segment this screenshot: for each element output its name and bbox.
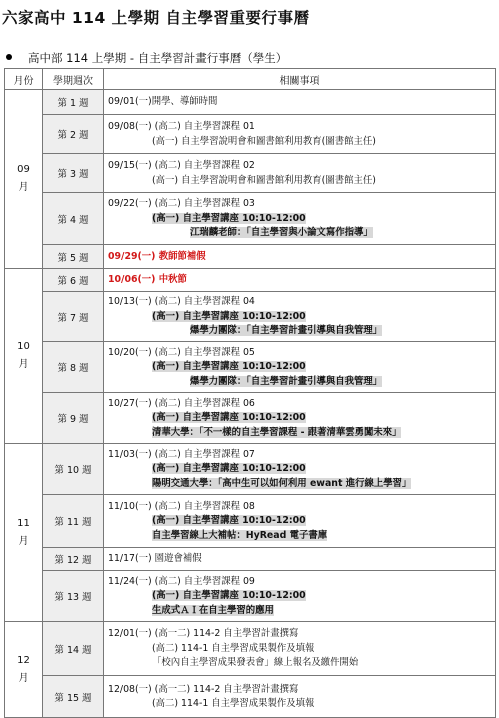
week-cell: 第 4 週: [43, 193, 104, 245]
table-row: [5, 342, 496, 393]
event-line: (高二) 114-1 自主學習成果製作及填報: [152, 698, 315, 709]
highlighted-text: (高一) 自主學習講座 10:10-12:00: [152, 412, 306, 424]
week-cell: 第 9 週: [43, 393, 104, 444]
week-cell: 第 7 週: [43, 292, 104, 342]
event-cell: [104, 193, 496, 245]
holiday-line: 10/06(一) 中秋節: [108, 274, 187, 286]
event-cell: [104, 292, 496, 342]
week-cell: 第 10 週: [43, 444, 104, 495]
highlighted-text: 自主學習線上大補帖：HyRead 電子書庫: [152, 529, 328, 541]
event-line: 09/22(一) (高二) 自主學習課程 03: [108, 198, 255, 210]
event-cell: [104, 444, 496, 495]
table-row: [5, 444, 496, 495]
highlighted-text: 爆學力團隊：「自主學習計畫引導與自我管理」: [190, 325, 383, 337]
header-month: 月份: [5, 69, 43, 90]
table-row: [5, 571, 496, 622]
month-label: 11 月: [17, 517, 30, 547]
highlighted-text: (高一) 自主學習講座 10:10-12:00: [152, 361, 306, 373]
highlighted-text: 爆學力團隊：「自主學習計畫引導與自我管理」: [190, 375, 383, 387]
event-line: [108, 514, 491, 529]
highlighted-text: (高一) 自主學習講座 10:10-12:00: [152, 310, 306, 322]
week-cell: 第 6 週: [43, 269, 104, 292]
event-cell: [104, 622, 496, 676]
week-cell: 第 3 週: [43, 154, 104, 193]
table-row: [5, 548, 496, 571]
highlighted-text: (高一) 自主學習講座 10:10-12:00: [152, 463, 306, 475]
event-line: [108, 375, 491, 390]
section-heading-text: 高中部 114 上學期 - 自主學習計畫行事曆（學生）: [28, 51, 288, 65]
event-line: 11/24(一) (高二) 自主學習課程 09: [108, 575, 255, 587]
month-cell-oct: [5, 269, 43, 444]
event-line: 10/13(一) (高二) 自主學習課程 04: [108, 296, 255, 308]
highlighted-text: 清華大學：「不一樣的自主學習課程 - 跟著清華雲勇闖未來」: [152, 426, 402, 438]
event-cell: [104, 245, 496, 269]
event-line: 10/20(一) (高二) 自主學習課程 05: [108, 346, 255, 358]
event-line: [108, 324, 491, 339]
highlighted-text: (高一) 自主學習講座 10:10-12:00: [152, 590, 306, 602]
month-cell-sep: [5, 90, 43, 269]
table-row: [5, 495, 496, 548]
holiday-line: 09/29(一) 教師節補假: [108, 250, 206, 262]
event-line: 09/01(一)開學、導師時間: [108, 96, 218, 108]
event-line: (高一) 自主學習說明會和圖書館利用教育(圖書館主任): [152, 135, 376, 147]
header-week: 學期週次: [43, 69, 104, 90]
event-line: (高二) 114-1 自主學習成果製作及填報: [152, 642, 315, 654]
week-cell: 第 1 週: [43, 90, 104, 115]
table-row: [5, 154, 496, 193]
month-label: 12 月: [17, 654, 30, 684]
event-line: 「校內自主學習成果發表會」線上報名及繳件開始: [152, 657, 359, 669]
table-row: [5, 115, 496, 154]
month-label: 09 月: [17, 164, 30, 193]
week-cell: 第 8 週: [43, 342, 104, 393]
event-cell: [104, 548, 496, 571]
event-line: [108, 529, 491, 544]
week-cell: 第 14 週: [43, 622, 104, 676]
event-cell: [104, 495, 496, 548]
event-cell: [104, 342, 496, 393]
table-row: [5, 622, 496, 676]
calendar-table: [4, 68, 496, 718]
table-row: [5, 393, 496, 444]
week-cell: 第 2 週: [43, 115, 104, 154]
event-cell: [104, 115, 496, 154]
week-cell: 第 11 週: [43, 495, 104, 548]
highlighted-text: 江瑞麟老師：「自主學習與小論文寫作指導」: [190, 227, 373, 239]
highlighted-text: 陽明交通大學：「高中生可以如何利用 ewant 進行線上學習」: [152, 477, 412, 489]
highlighted-text: (高一) 自主學習講座 10:10-12:00: [152, 212, 306, 224]
week-cell: 第 13 週: [43, 571, 104, 622]
table-row: [5, 245, 496, 269]
table-row: [5, 676, 496, 718]
event-cell: [104, 571, 496, 622]
bullet-icon: [6, 54, 12, 60]
event-line: [108, 226, 491, 241]
week-cell: 第 15 週: [43, 676, 104, 718]
table-row: [5, 269, 496, 292]
event-line: 11/17(一) 園遊會補假: [108, 553, 202, 565]
event-cell: [104, 154, 496, 193]
section-heading: [6, 50, 287, 66]
event-line: [108, 462, 491, 477]
week-cell: 第 5 週: [43, 245, 104, 269]
event-line: 10/27(一) (高二) 自主學習課程 06: [108, 397, 255, 409]
event-line: (高一) 自主學習說明會和圖書館利用教育(圖書館主任): [152, 174, 376, 186]
highlighted-text: (高一) 自主學習講座 10:10-12:00: [152, 515, 306, 527]
event-cell: [104, 393, 496, 444]
event-line: [108, 212, 491, 227]
event-line: [108, 604, 491, 619]
event-line: 11/03(一) (高二) 自主學習課程 07: [108, 448, 255, 460]
table-row: [5, 292, 496, 342]
event-line: 09/15(一) (高二) 自主學習課程 02: [108, 160, 255, 171]
header-events: 相關事項: [104, 69, 496, 90]
event-cell: [104, 269, 496, 292]
event-line: [108, 310, 491, 325]
event-cell: [104, 676, 496, 718]
event-line: [108, 360, 491, 375]
highlighted-text: 生成式ＡＩ在自主學習的應用: [152, 604, 274, 616]
table-row: [5, 193, 496, 245]
event-line: 09/08(一) (高二) 自主學習課程 01: [108, 121, 255, 132]
event-line: [108, 589, 491, 604]
page-title: 六家高中 114 上學期 自主學習重要行事曆: [2, 9, 310, 27]
month-cell-dec: [5, 622, 43, 718]
event-line: [108, 426, 491, 441]
event-line: 11/10(一) (高二) 自主學習課程 08: [108, 500, 255, 512]
event-line: [108, 477, 491, 492]
event-line: 12/08(一) (高一二) 114-2 自主學習計畫撰寫: [108, 683, 299, 695]
table-row: [5, 90, 496, 115]
table-header-row: [5, 69, 496, 90]
event-line: [108, 411, 491, 426]
month-label: 10 月: [17, 341, 30, 370]
month-cell-nov: [5, 444, 43, 622]
event-line: 12/01(一) (高一二) 114-2 自主學習計畫撰寫: [108, 628, 299, 640]
event-cell: [104, 90, 496, 115]
week-cell: 第 12 週: [43, 548, 104, 571]
